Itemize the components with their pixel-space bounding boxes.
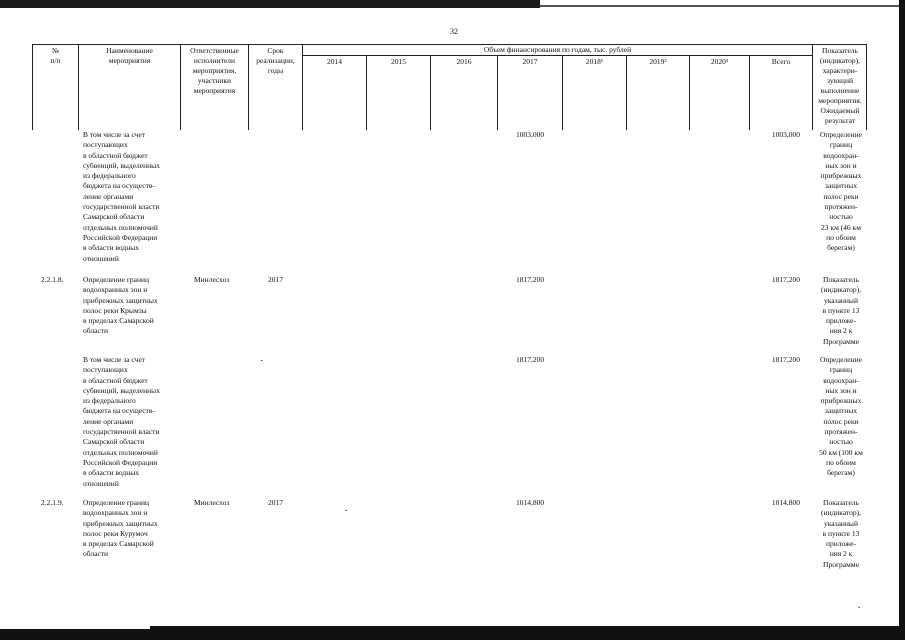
row-term: 2017: [268, 498, 283, 507]
header-year-2016: 2016: [456, 57, 472, 66]
row-term: 2017: [268, 275, 283, 284]
row-amount-2017: 1003,000: [515, 130, 545, 139]
header-total: Всего: [771, 57, 791, 66]
row-amount-2017: 1817,200: [515, 355, 545, 364]
row-number: 2.2.1.8.: [41, 275, 64, 284]
scan-edge-bottom-gap: [0, 626, 150, 629]
header-name: Наименование мероприятия: [106, 46, 153, 65]
row-amount-2017: 1817,200: [515, 275, 545, 284]
header-year-2014: 2014: [327, 57, 342, 66]
row-number: 2.2.1.9.: [41, 498, 64, 507]
row-indicator: Определение границ водоохран- ных зон и прибрежных защитных полос реки протяжен- ностью 23 км (46 км по обоим берегам): [820, 130, 862, 253]
row-amount-2017: 1014,800: [515, 498, 545, 507]
row-name: Определение границ водоохранных зон и прибрежных защитных полос реки Крымзы в пределах Самарской области: [83, 275, 158, 336]
header-year-2020: 2020³: [710, 57, 729, 66]
header-num: № п/п: [50, 46, 61, 65]
header-indicator: Показатель (индикатор), характери- зующий выполнение мероприятия. Ожидаемый результат: [818, 46, 862, 125]
scan-edge-top-thin: [540, 5, 905, 7]
row-total: 1003,000: [771, 130, 800, 139]
row-name: В том числе за счет поступающих в областной бюджет субвенций, выделенных из федерального бюджета на осуществ- ление органами государственной власти Самарской области отдельных полномочий Российской Федерации в области водных отношений: [83, 130, 160, 263]
header-responsible: Ответственные исполнители мероприятия, участники мероприятия: [190, 46, 239, 95]
row-name: В том числе за счет поступающих в областной бюджет субвенций, выделенных из федерального бюджета на осуществ- ление органами государственной власти Самарской области отдельных полномочий Российской Федерации в области водных отношений: [83, 355, 160, 488]
scan-speck: [345, 510, 347, 511]
row-responsible: Минлесхоз: [194, 275, 230, 284]
row-total: 1817,200: [771, 355, 800, 364]
row-total: 1014,800: [771, 498, 800, 507]
scan-edge-right: [899, 0, 905, 640]
scan-speck: [858, 607, 860, 608]
header-year-2019: 2019²: [649, 57, 667, 66]
row-responsible: Минлесхоз: [194, 498, 230, 507]
header-funding: Объем финансирования по годам, тыс. рублей: [483, 45, 632, 54]
row-name: Определение границ водоохранных зон и прибрежных защитных полос реки Курумоч в пределах Самарской области: [83, 498, 158, 559]
header-year-2017: 2017: [522, 57, 538, 66]
row-total: 1817,200: [771, 275, 800, 284]
row-indicator: Определение границ водоохран- ных зон и прибрежных защитных полос реки протяжен- ностью 50 км (100 км по обоим берегам): [819, 355, 863, 478]
scan-speck: [261, 360, 263, 361]
header-year-2018: 2018¹: [585, 57, 604, 66]
row-indicator: Показатель (индикатор), указанный в пункте 13 приложе- ния 2 к Программе: [820, 275, 862, 346]
page-number: 32: [450, 27, 458, 36]
header-year-2015: 2015: [391, 57, 406, 66]
header-term: Срок реализации, годы: [256, 46, 295, 75]
row-indicator: Показатель (индикатор), указанный в пункте 13 приложе- ния 2 к Программе: [820, 498, 862, 569]
scan-edge-top: [0, 0, 540, 8]
